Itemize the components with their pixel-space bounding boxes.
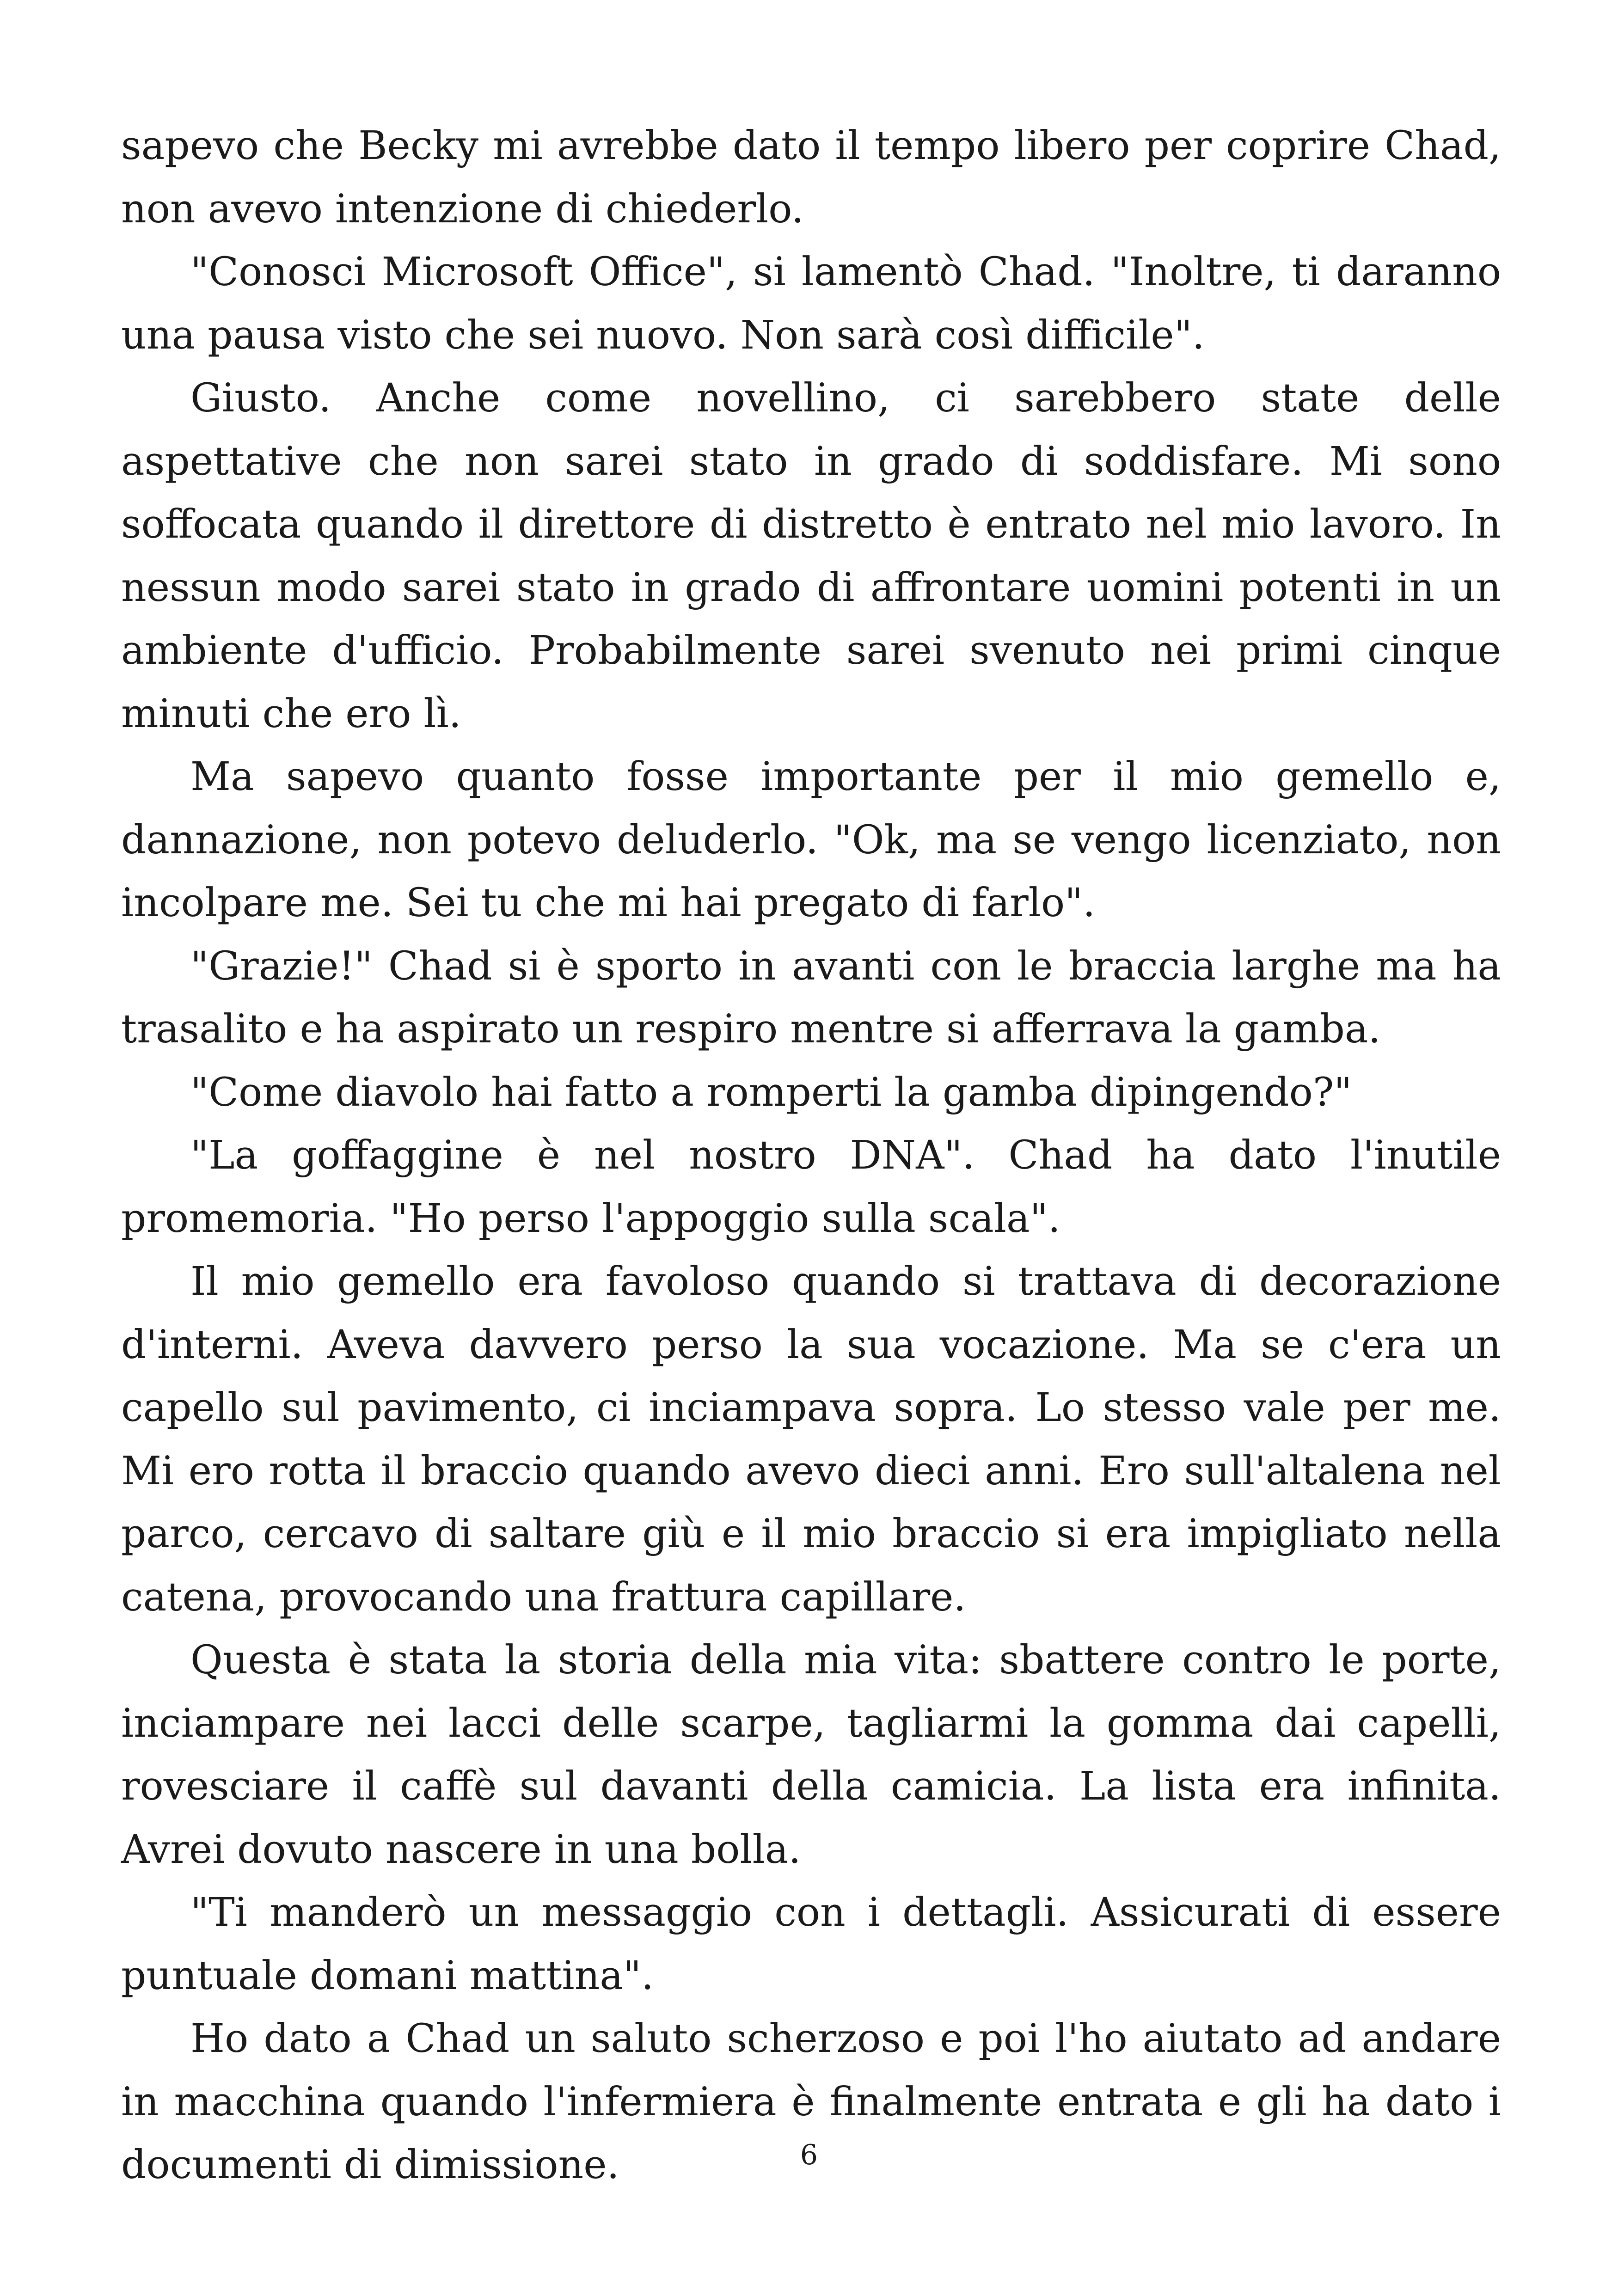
paragraph: sapevo che Becky mi avrebbe dato il tempo libero per coprire Chad, non avevo intenzione di chiederlo.	[121, 123, 1501, 232]
paragraph: "Conosci Microsoft Office", si lamentò Chad. "Inoltre, ti daranno una pausa visto che sei nuovo. Non sarà così difficile".	[121, 249, 1501, 358]
paragraph: Ho dato a Chad un saluto scherzoso e poi l'ho aiutato ad andare in macchina quando l'infermiera è finalmente entrata e gli ha dato i documenti di dimissione.	[121, 2016, 1501, 2188]
paragraph: Questa è stata la storia della mia vita: sbattere contro le porte, inciampare nei lacci delle scarpe, tagliarmi la gomma dai capelli, rovesciare il caffè sul davanti della camicia. La lista era infinita. Avrei dovuto nascere in una bolla.	[121, 1637, 1501, 1873]
paragraph: "La goffaggine è nel nostro DNA". Chad ha dato l'inutile promemoria. "Ho perso l'appoggio sulla scala".	[121, 1133, 1501, 1242]
page-body	[121, 115, 1501, 2197]
page-number: 6	[800, 2139, 818, 2171]
paragraph: Giusto. Anche come novellino, ci sarebbero state delle aspettative che non sarei stato in grado di soddisfare. Mi sono soffocata quando il direttore di distretto è entrato nel mio lavoro. In nessun modo sarei stato in grado di affrontare uomini potenti in un ambiente d'ufficio. Probabilmente sarei svenuto nei primi cinque minuti che ero lì.	[121, 375, 1501, 737]
paragraph: "Ti manderò un messaggio con i dettagli. Assicurati di essere puntuale domani mattina".	[121, 1890, 1501, 1999]
paragraph: Il mio gemello era favoloso quando si trattava di decorazione d'interni. Aveva davvero perso la sua vocazione. Ma se c'era un capello sul pavimento, ci inciampava sopra. Lo stesso vale per me. Mi ero rotta il braccio quando avevo dieci anni. Ero sull'altalena nel parco, cercavo di saltare giù e il mio braccio si era impigliato nella catena, provocando una frattura capillare.	[121, 1259, 1501, 1620]
paragraph: "Grazie!" Chad si è sporto in avanti con le braccia larghe ma ha trasalito e ha aspirato un respiro mentre si afferrava la gamba.	[121, 943, 1501, 1052]
paragraph: "Come diavolo hai fatto a romperti la gamba dipingendo?"	[190, 1069, 1352, 1115]
paragraph: Ma sapevo quanto fosse importante per il mio gemello e, dannazione, non potevo deluderlo. "Ok, ma se vengo licenziato, non incolpare me. Sei tu che mi hai pregato di farlo".	[121, 754, 1501, 926]
